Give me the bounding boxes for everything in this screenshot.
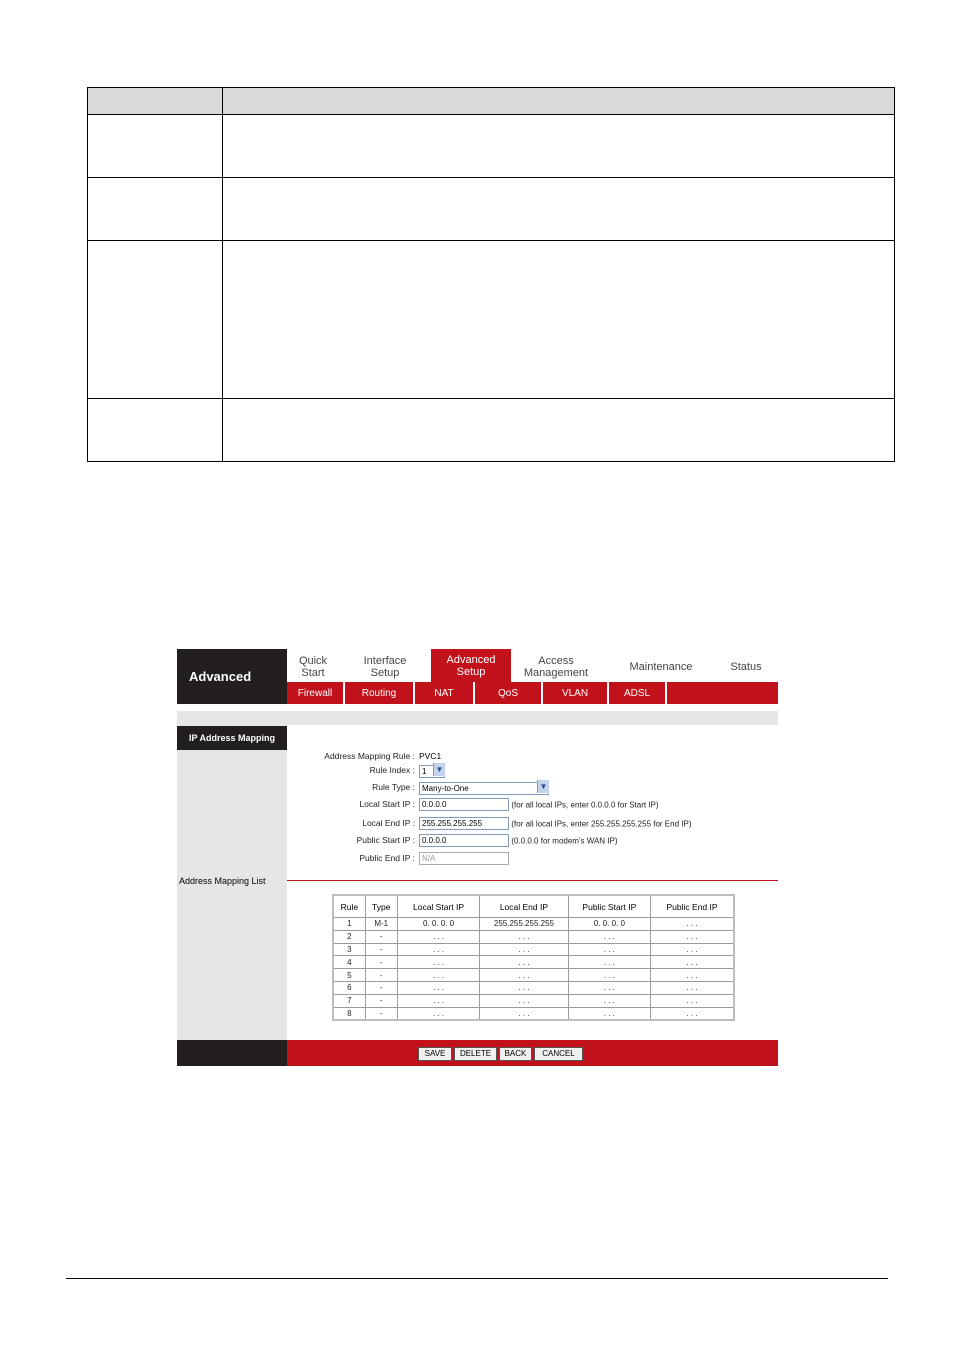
col-header: Local Start IP [397,895,479,918]
table-cell: - [365,956,397,969]
section-title: IP Address Mapping [177,726,287,750]
public-start-label: Public Start IP : [356,835,415,845]
table-cell: 3 [333,943,365,956]
table-cell: - [365,969,397,982]
page-footer-rule [66,1278,888,1279]
table-row [333,918,734,931]
tab-quick-start[interactable]: Quick Start [298,654,328,679]
chevron-down-icon: ▼ [433,763,445,776]
table-cell: . . . [397,1007,479,1020]
table-cell: . . . [568,994,650,1007]
table-cell: . . . [397,969,479,982]
rule-type-select[interactable]: Many-to-One ▼ [419,780,549,795]
tab-status[interactable]: Status [730,660,762,673]
table-cell: . . . [651,981,734,994]
table-cell: - [365,994,397,1007]
table-cell: . . . [397,994,479,1007]
public-start-input[interactable]: 0.0.0.0 [419,834,509,847]
table-cell: 6 [333,981,365,994]
table-cell [223,115,895,178]
table-cell [223,399,895,462]
table-cell: . . . [397,930,479,943]
table-row [333,981,734,994]
subtab-nat[interactable]: NAT [415,682,475,704]
table-row [333,1007,734,1020]
spacer-bar [177,711,778,725]
index-label: Rule Index : [369,765,415,775]
table-cell: 255.255.255.255 [480,918,568,931]
table-row [333,994,734,1007]
col-header: Public End IP [651,895,734,918]
tab-access-management[interactable]: Access Management [523,654,589,679]
tab-interface-setup[interactable]: Interface Setup [363,654,407,679]
public-end-label: Public End IP : [359,853,415,863]
table-cell: . . . [651,956,734,969]
table-cell: . . . [480,1007,568,1020]
table-cell: M-1 [365,918,397,931]
tab-advanced-setup[interactable]: Advanced Setup [431,649,511,682]
table-cell [223,178,895,241]
local-start-hint: (for all local IPs, enter 0.0.0.0 for Start IP) [511,800,659,810]
save-button[interactable]: SAVE [418,1047,452,1061]
col-header: Rule [333,895,365,918]
table-cell: . . . [397,981,479,994]
router-ui [177,649,778,1066]
table-cell: - [365,943,397,956]
table-cell: . . . [651,930,734,943]
delete-button[interactable]: DELETE [454,1047,497,1061]
table-cell: . . . [480,956,568,969]
table-cell [88,178,223,241]
public-start-hint: (0.0.0.0 for modem's WAN IP) [511,836,618,846]
table-cell: . . . [397,943,479,956]
document-table [87,87,895,462]
table-cell: 2 [333,930,365,943]
table-cell: 5 [333,969,365,982]
local-end-hint: (for all local IPs, enter 255.255.255.255 for End IP) [511,819,692,829]
col-header: Local End IP [480,895,568,918]
table-row [333,930,734,943]
subtab-routing[interactable]: Routing [345,682,415,704]
table-cell: 0. 0. 0. 0 [397,918,479,931]
table-cell [223,241,895,399]
tab-maintenance[interactable]: Maintenance [629,660,693,673]
local-end-input[interactable]: 255.255.255.255 [419,817,509,830]
form-row-public-end [287,851,778,866]
sub-nav [287,682,778,704]
form-row-local-start [287,797,778,812]
rule-value: PVC1 [419,751,442,761]
table-cell [88,241,223,399]
footer-left [177,1040,287,1066]
footer-bar [287,1040,778,1066]
subtab-qos[interactable]: QoS [475,682,543,704]
table-row [333,943,734,956]
table-header-cell [223,88,895,115]
table-cell: - [365,981,397,994]
local-start-label: Local Start IP : [359,799,415,809]
table-row [333,969,734,982]
public-end-input[interactable]: N/A [419,852,509,865]
table-cell: . . . [568,930,650,943]
table-cell: . . . [651,994,734,1007]
table-header-row [333,895,734,918]
table-cell [88,115,223,178]
chevron-down-icon: ▼ [537,780,549,793]
list-label: Address Mapping List [179,876,266,886]
table-header-cell [88,88,223,115]
table-cell: . . . [651,918,734,931]
table-cell: 4 [333,956,365,969]
form-row-public-start [287,833,778,848]
rule-index-select[interactable]: 1 ▼ [419,763,445,778]
table-cell: . . . [480,943,568,956]
col-header: Type [365,895,397,918]
table-cell: . . . [651,943,734,956]
table-cell: 8 [333,1007,365,1020]
back-button[interactable]: BACK [499,1047,532,1061]
type-label: Rule Type : [372,782,415,792]
subtab-vlan[interactable]: VLAN [543,682,609,704]
table-cell: . . . [480,981,568,994]
table-cell: - [365,1007,397,1020]
subtab-adsl[interactable]: ADSL [609,682,667,704]
rule-label: Address Mapping Rule : [324,751,415,761]
col-header: Public Start IP [568,895,650,918]
form-row-rule [287,749,778,764]
table-cell: . . . [568,943,650,956]
table-cell: . . . [568,956,650,969]
form-row-type [287,780,778,795]
table-cell: 7 [333,994,365,1007]
cancel-button[interactable]: CANCEL [534,1047,583,1061]
subtab-firewall[interactable]: Firewall [287,682,345,704]
table-cell [88,399,223,462]
main-nav [287,649,778,682]
table-cell: . . . [480,994,568,1007]
table-cell: . . . [397,956,479,969]
table-cell: 0. 0. 0. 0 [568,918,650,931]
table-row [333,956,734,969]
table-cell: . . . [651,969,734,982]
divider [287,880,778,881]
table-cell: - [365,930,397,943]
brand-label: Advanced [177,649,287,704]
form-row-local-end [287,816,778,831]
address-mapping-table [332,894,735,1021]
form-row-index [287,763,778,778]
table-cell: . . . [568,1007,650,1020]
local-start-input[interactable]: 0.0.0.0 [419,798,509,811]
local-end-label: Local End IP : [362,818,415,828]
table-cell: . . . [568,981,650,994]
table-cell: 1 [333,918,365,931]
table-cell: . . . [480,969,568,982]
table-cell: . . . [568,969,650,982]
table-cell: . . . [651,1007,734,1020]
table-cell: . . . [480,930,568,943]
